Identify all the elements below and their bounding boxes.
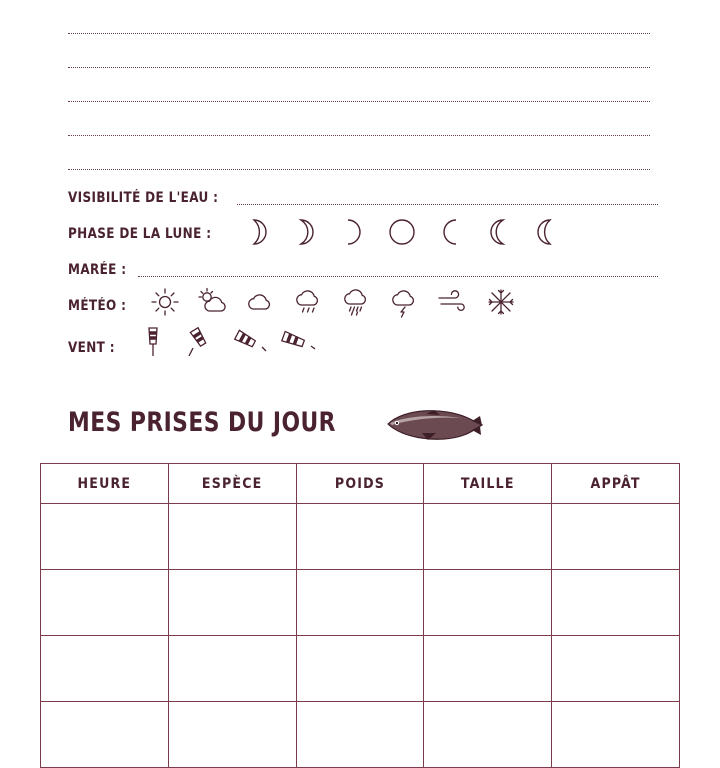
tide-input[interactable]	[138, 275, 658, 277]
table-cell[interactable]	[41, 636, 169, 702]
table-row	[41, 702, 680, 768]
note-line[interactable]	[68, 34, 650, 68]
first-quarter-icon[interactable]	[330, 218, 378, 246]
conditions-fields	[68, 176, 658, 362]
table-row	[41, 570, 680, 636]
table-cell[interactable]	[424, 702, 552, 768]
field-row-moon-phase	[68, 212, 658, 246]
waxing-crescent-2-icon[interactable]	[282, 218, 330, 246]
field-row-water-visibility	[68, 176, 658, 210]
tide-label: MARÉE :	[68, 262, 127, 278]
table-cell[interactable]	[552, 702, 680, 768]
column-header-taille: TAILLE	[424, 464, 552, 504]
table-cell[interactable]	[296, 702, 424, 768]
last-quarter-icon[interactable]	[474, 218, 522, 246]
table-cell[interactable]	[424, 570, 552, 636]
fish-icon	[380, 402, 485, 442]
weather-options	[141, 286, 525, 318]
windsock-moderate-icon[interactable]	[225, 320, 273, 360]
sun-icon[interactable]	[141, 287, 189, 317]
table-cell[interactable]	[552, 570, 680, 636]
windsock-strong-icon[interactable]	[273, 320, 321, 360]
column-header-poids: POIDS	[296, 464, 424, 504]
table-cell[interactable]	[168, 636, 296, 702]
thunderstorm-icon[interactable]	[381, 286, 429, 318]
notes-area	[68, 0, 650, 170]
windsock-calm-icon[interactable]	[129, 320, 177, 360]
column-header-heure: HEURE	[41, 464, 169, 504]
weather-label: MÉTÉO :	[68, 298, 127, 314]
rain-cloud-icon[interactable]	[285, 286, 333, 318]
full-moon-icon[interactable]	[378, 218, 426, 246]
table-cell[interactable]	[296, 636, 424, 702]
waxing-crescent-icon[interactable]	[234, 218, 282, 246]
catch-section-heading	[68, 402, 485, 442]
field-row-wind	[68, 320, 658, 360]
table-cell[interactable]	[296, 504, 424, 570]
column-header-appat: APPÂT	[552, 464, 680, 504]
table-cell[interactable]	[168, 702, 296, 768]
table-cell[interactable]	[41, 570, 169, 636]
wind-icon[interactable]	[429, 287, 477, 317]
waning-gibbous-icon[interactable]	[426, 218, 474, 246]
table-cell[interactable]	[41, 702, 169, 768]
note-line[interactable]	[68, 68, 650, 102]
note-line[interactable]	[68, 102, 650, 136]
note-line[interactable]	[68, 0, 650, 34]
moon-phase-options	[234, 218, 570, 246]
waning-crescent-icon[interactable]	[522, 218, 570, 246]
table-header-row	[41, 464, 680, 504]
table-cell[interactable]	[552, 504, 680, 570]
note-line[interactable]	[68, 136, 650, 170]
water-visibility-label: VISIBILITÉ DE L'EAU :	[68, 190, 219, 206]
wind-label: VENT :	[68, 340, 115, 356]
cloud-icon[interactable]	[237, 287, 285, 317]
snowflake-icon[interactable]	[477, 287, 525, 317]
table-cell[interactable]	[296, 570, 424, 636]
table-cell[interactable]	[168, 504, 296, 570]
field-row-weather	[68, 284, 658, 318]
windsock-light-icon[interactable]	[177, 320, 225, 360]
table-cell[interactable]	[41, 504, 169, 570]
table-cell[interactable]	[168, 570, 296, 636]
catch-table	[40, 463, 680, 768]
sun-cloud-icon[interactable]	[189, 287, 237, 317]
table-cell[interactable]	[424, 504, 552, 570]
table-cell[interactable]	[424, 636, 552, 702]
catch-section-title: MES PRISES DU JOUR	[68, 406, 336, 438]
field-row-tide	[68, 248, 658, 282]
water-visibility-input[interactable]	[237, 203, 658, 205]
table-row	[41, 504, 680, 570]
moon-phase-label: PHASE DE LA LUNE :	[68, 226, 212, 242]
column-header-espece: ESPÈCE	[168, 464, 296, 504]
heavy-rain-icon[interactable]	[333, 286, 381, 318]
table-cell[interactable]	[552, 636, 680, 702]
wind-options	[129, 320, 321, 360]
table-row	[41, 636, 680, 702]
